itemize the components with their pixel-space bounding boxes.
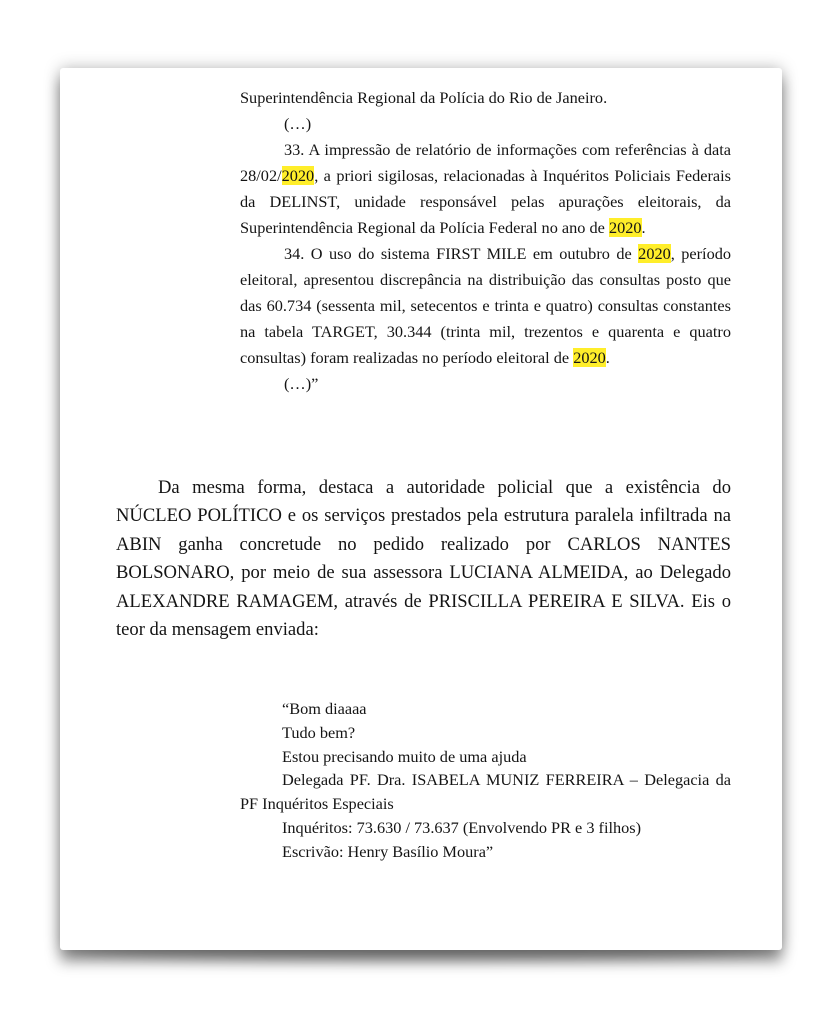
highlighted-year: 2020 [608, 218, 642, 237]
quoted-message [240, 697, 731, 864]
message-line: Estou precisando muito de uma ajuda [282, 746, 527, 766]
item34-text-end: . [605, 348, 610, 367]
item33-text-b: , a priori sigilosas, relacionadas à Inquéritos Policiais Federais da DELINST, unidade responsável pelas apurações eleitorais, da Superintendência Regional da Polícia Federal no ano de [240, 166, 731, 237]
message-line: Escrivão: Henry Basílio Moura” [282, 841, 494, 861]
item34-text-b: , período eleitoral, apresentou discrepância na distribuição das consultas posto que das 60.734 (sessenta mil, setecentos e trinta e quatro) consultas constantes na tabela TARGET, 30.344 (trinta mil, trezentos e quarenta e quatro consultas) foram realizadas no período eleitoral de [240, 244, 731, 367]
quote-line-top: Superintendência Regional da Polícia do Rio de Janeiro. [240, 88, 608, 107]
item34-text-a: 34. O uso do sistema FIRST MILE em outubro de [284, 244, 639, 263]
message-line: Inquéritos: 73.630 / 73.637 (Envolvendo PR e 3 filhos) [282, 817, 642, 837]
quoted-excerpt [240, 85, 731, 397]
item33-text-end: . [641, 218, 646, 237]
item33-text-a: 33. A impressão de relatório de informações com referências à data 28/02/ [240, 140, 731, 185]
highlighted-year: 2020 [573, 348, 606, 367]
message-line: Delegada PF. Dra. ISABELA MUNIZ FERREIRA – Delegacia da PF Inquéritos Especiais [240, 770, 731, 814]
quote-item-34 [240, 241, 731, 371]
quote-item-33 [240, 137, 731, 241]
message-line: Tudo bem? [282, 722, 356, 742]
body-paragraph: Da mesma forma, destaca a autoridade policial que a existência do NÚCLEO POLÍTICO e os serviços prestados pela estrutura paralela infiltrada na ABIN ganha concretude no pedido realizado por CARLOS NANTES BOLSONARO, por meio de sua assessora LUCIANA ALMEIDA, ao Delegado ALEXANDRE RAMAGEM, através de PRISCILLA PEREIRA E SILVA. Eis o teor da mensagem enviada: [116, 477, 731, 641]
highlighted-year: 2020 [638, 244, 671, 263]
message-line: “Bom diaaaa [282, 699, 367, 718]
quote-ellipsis-close: (…)” [284, 374, 319, 393]
highlighted-year: 2020 [281, 166, 315, 185]
quote-ellipsis-open: (…) [284, 114, 312, 133]
